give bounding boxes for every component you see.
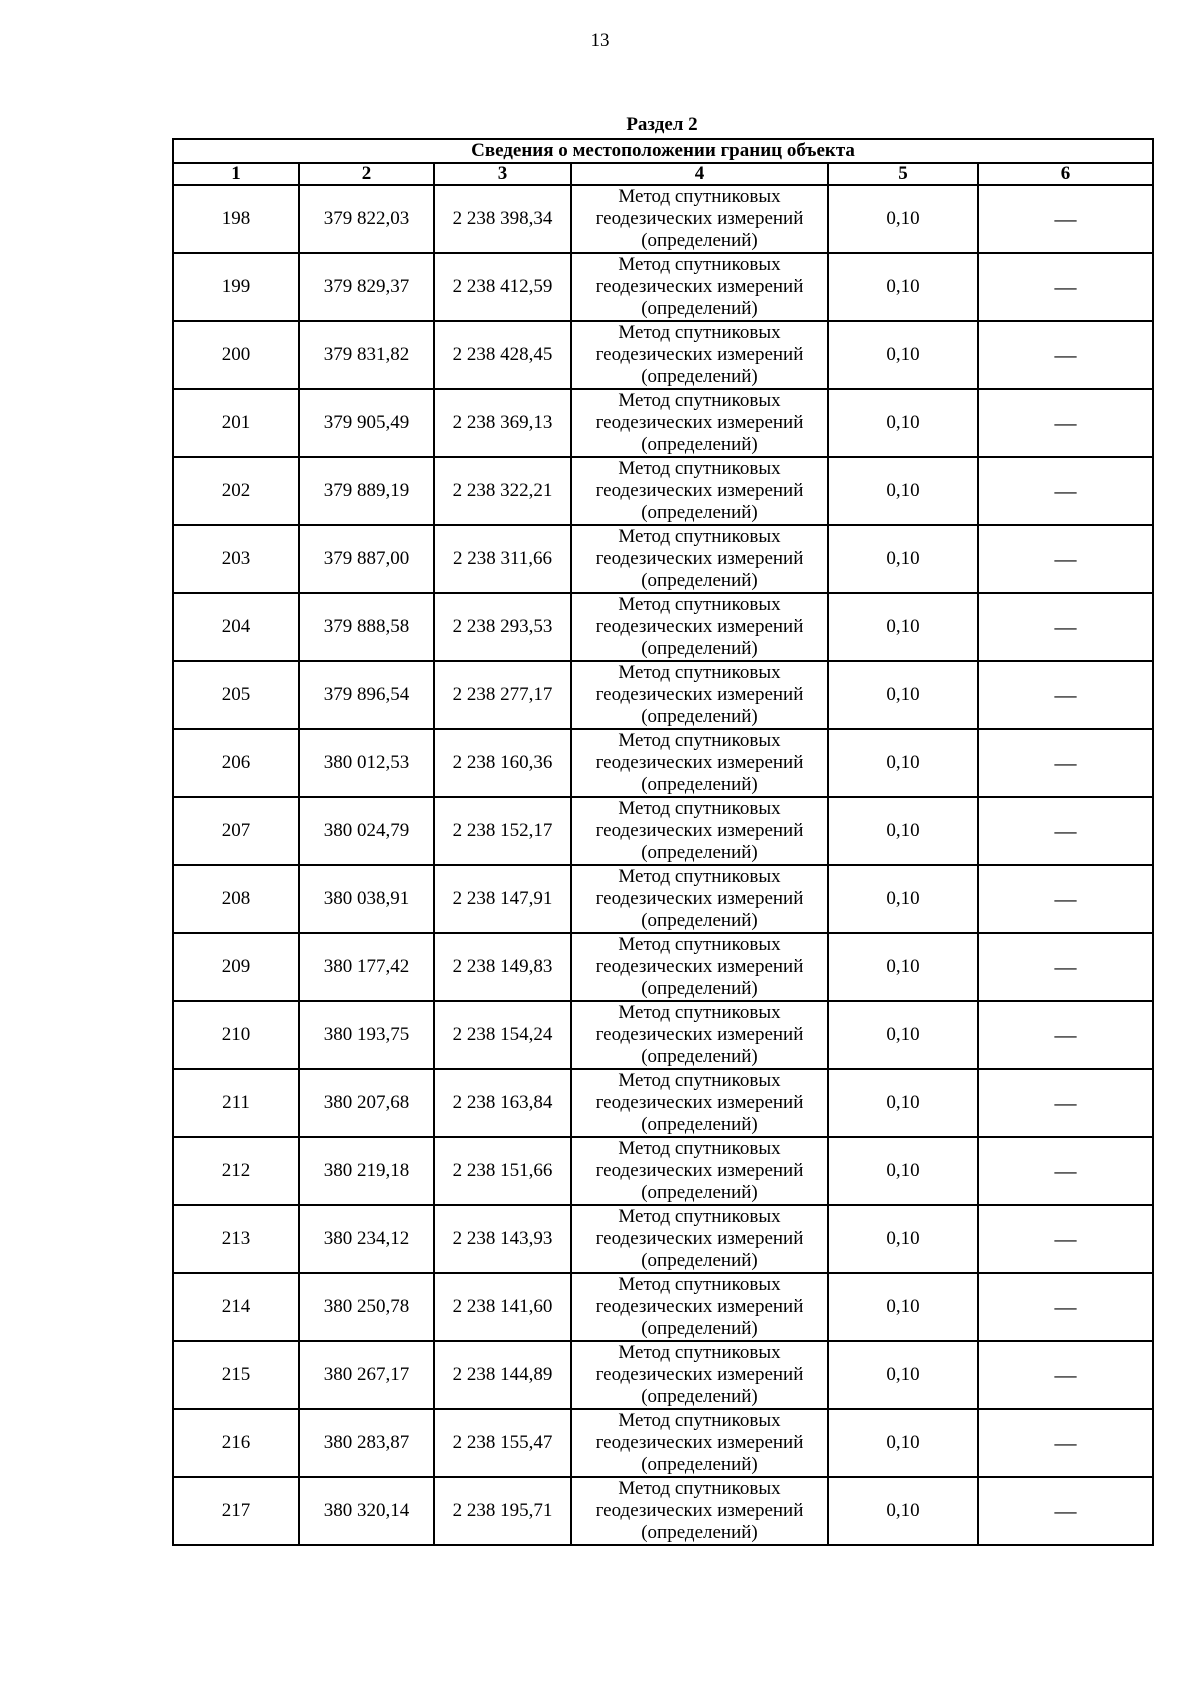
table-row xyxy=(173,1477,1153,1545)
method-line-3: (определений) xyxy=(641,774,758,795)
column-header-6: 6 xyxy=(978,163,1153,185)
x-coordinate-cell: 380 024,79 xyxy=(299,797,434,865)
method-cell xyxy=(571,1273,828,1341)
accuracy-cell: 0,10 xyxy=(828,729,978,797)
x-coordinate-cell: 380 267,17 xyxy=(299,1341,434,1409)
point-number-cell: 202 xyxy=(173,457,299,525)
y-coordinate-cell: 2 238 428,45 xyxy=(434,321,571,389)
x-coordinate-cell: 380 320,14 xyxy=(299,1477,434,1545)
column-header-3: 3 xyxy=(434,163,571,185)
table-row xyxy=(173,1205,1153,1273)
method-line-3: (определений) xyxy=(641,1182,758,1203)
method-line-2: геодезических измерений xyxy=(595,1228,804,1249)
accuracy-cell: 0,10 xyxy=(828,661,978,729)
method-line-3: (определений) xyxy=(641,1522,758,1543)
method-line-2: геодезических измерений xyxy=(595,276,804,297)
method-line-3: (определений) xyxy=(641,978,758,999)
x-coordinate-cell: 380 234,12 xyxy=(299,1205,434,1273)
x-coordinate-cell: 379 822,03 xyxy=(299,185,434,253)
description-cell: — xyxy=(978,1477,1153,1545)
point-number-cell: 201 xyxy=(173,389,299,457)
table-row xyxy=(173,729,1153,797)
method-line-2: геодезических измерений xyxy=(595,956,804,977)
table-row xyxy=(173,661,1153,729)
point-number-cell: 214 xyxy=(173,1273,299,1341)
method-cell xyxy=(571,1137,828,1205)
table-row xyxy=(173,1069,1153,1137)
y-coordinate-cell: 2 238 152,17 xyxy=(434,797,571,865)
table-row xyxy=(173,1137,1153,1205)
table-row xyxy=(173,865,1153,933)
method-line-3: (определений) xyxy=(641,910,758,931)
method-line-1: Метод спутниковых xyxy=(618,798,781,819)
accuracy-cell: 0,10 xyxy=(828,933,978,1001)
accuracy-cell: 0,10 xyxy=(828,321,978,389)
method-line-3: (определений) xyxy=(641,1046,758,1067)
y-coordinate-cell: 2 238 144,89 xyxy=(434,1341,571,1409)
method-line-3: (определений) xyxy=(641,1318,758,1339)
point-number-cell: 205 xyxy=(173,661,299,729)
accuracy-cell: 0,10 xyxy=(828,865,978,933)
column-header-2: 2 xyxy=(299,163,434,185)
method-cell xyxy=(571,1001,828,1069)
y-coordinate-cell: 2 238 195,71 xyxy=(434,1477,571,1545)
accuracy-cell: 0,10 xyxy=(828,525,978,593)
method-cell xyxy=(571,1069,828,1137)
table-row xyxy=(173,1273,1153,1341)
point-number-cell: 210 xyxy=(173,1001,299,1069)
x-coordinate-cell: 379 829,37 xyxy=(299,253,434,321)
y-coordinate-cell: 2 238 143,93 xyxy=(434,1205,571,1273)
description-cell: — xyxy=(978,729,1153,797)
y-coordinate-cell: 2 238 277,17 xyxy=(434,661,571,729)
accuracy-cell: 0,10 xyxy=(828,185,978,253)
table-row xyxy=(173,933,1153,1001)
accuracy-cell: 0,10 xyxy=(828,1341,978,1409)
description-cell: — xyxy=(978,1273,1153,1341)
method-line-3: (определений) xyxy=(641,1250,758,1271)
y-coordinate-cell: 2 238 149,83 xyxy=(434,933,571,1001)
table-row xyxy=(173,1409,1153,1477)
x-coordinate-cell: 379 889,19 xyxy=(299,457,434,525)
point-number-cell: 209 xyxy=(173,933,299,1001)
table-caption: Сведения о местоположении границ объекта xyxy=(173,139,1153,163)
method-line-3: (определений) xyxy=(641,230,758,251)
accuracy-cell: 0,10 xyxy=(828,1205,978,1273)
point-number-cell: 198 xyxy=(173,185,299,253)
method-line-3: (определений) xyxy=(641,1386,758,1407)
description-cell: — xyxy=(978,321,1153,389)
point-number-cell: 212 xyxy=(173,1137,299,1205)
x-coordinate-cell: 380 012,53 xyxy=(299,729,434,797)
y-coordinate-cell: 2 238 163,84 xyxy=(434,1069,571,1137)
y-coordinate-cell: 2 238 398,34 xyxy=(434,185,571,253)
method-line-1: Метод спутниковых xyxy=(618,186,781,207)
method-line-1: Метод спутниковых xyxy=(618,1070,781,1091)
method-line-2: геодезических измерений xyxy=(595,1296,804,1317)
method-line-1: Метод спутниковых xyxy=(618,730,781,751)
table-body xyxy=(173,185,1153,1545)
point-number-cell: 217 xyxy=(173,1477,299,1545)
table-caption-row xyxy=(173,139,1153,163)
method-line-1: Метод спутниковых xyxy=(618,254,781,275)
point-number-cell: 206 xyxy=(173,729,299,797)
method-line-2: геодезических измерений xyxy=(595,1024,804,1045)
point-number-cell: 215 xyxy=(173,1341,299,1409)
x-coordinate-cell: 379 887,00 xyxy=(299,525,434,593)
table-row xyxy=(173,253,1153,321)
method-line-2: геодезических измерений xyxy=(595,344,804,365)
table-row xyxy=(173,185,1153,253)
method-line-3: (определений) xyxy=(641,366,758,387)
description-cell: — xyxy=(978,185,1153,253)
method-line-2: геодезических измерений xyxy=(595,684,804,705)
method-cell xyxy=(571,389,828,457)
method-line-1: Метод спутниковых xyxy=(618,1274,781,1295)
description-cell: — xyxy=(978,1069,1153,1137)
y-coordinate-cell: 2 238 322,21 xyxy=(434,457,571,525)
y-coordinate-cell: 2 238 311,66 xyxy=(434,525,571,593)
table-row xyxy=(173,1001,1153,1069)
column-header-1: 1 xyxy=(173,163,299,185)
method-line-2: геодезических измерений xyxy=(595,1160,804,1181)
method-line-1: Метод спутниковых xyxy=(618,1478,781,1499)
y-coordinate-cell: 2 238 151,66 xyxy=(434,1137,571,1205)
accuracy-cell: 0,10 xyxy=(828,593,978,661)
column-header-4: 4 xyxy=(571,163,828,185)
method-line-2: геодезических измерений xyxy=(595,820,804,841)
method-line-2: геодезических измерений xyxy=(595,1500,804,1521)
method-line-3: (определений) xyxy=(641,706,758,727)
method-line-1: Метод спутниковых xyxy=(618,322,781,343)
method-line-3: (определений) xyxy=(641,1454,758,1475)
column-header-5: 5 xyxy=(828,163,978,185)
point-number-cell: 211 xyxy=(173,1069,299,1137)
y-coordinate-cell: 2 238 141,60 xyxy=(434,1273,571,1341)
method-cell xyxy=(571,253,828,321)
description-cell: — xyxy=(978,797,1153,865)
description-cell: — xyxy=(978,1137,1153,1205)
method-cell xyxy=(571,1477,828,1545)
description-cell: — xyxy=(978,525,1153,593)
method-cell xyxy=(571,1409,828,1477)
description-cell: — xyxy=(978,933,1153,1001)
method-line-2: геодезических измерений xyxy=(595,480,804,501)
method-cell xyxy=(571,185,828,253)
page-number: 13 xyxy=(590,30,610,51)
column-header-row xyxy=(173,163,1153,185)
method-line-3: (определений) xyxy=(641,298,758,319)
x-coordinate-cell: 380 207,68 xyxy=(299,1069,434,1137)
method-line-3: (определений) xyxy=(641,570,758,591)
method-line-1: Метод спутниковых xyxy=(618,1002,781,1023)
x-coordinate-cell: 380 038,91 xyxy=(299,865,434,933)
method-line-1: Метод спутниковых xyxy=(618,594,781,615)
accuracy-cell: 0,10 xyxy=(828,1273,978,1341)
y-coordinate-cell: 2 238 155,47 xyxy=(434,1409,571,1477)
y-coordinate-cell: 2 238 154,24 xyxy=(434,1001,571,1069)
point-number-cell: 200 xyxy=(173,321,299,389)
method-line-1: Метод спутниковых xyxy=(618,458,781,479)
description-cell: — xyxy=(978,253,1153,321)
x-coordinate-cell: 379 896,54 xyxy=(299,661,434,729)
method-cell xyxy=(571,933,828,1001)
method-line-2: геодезических измерений xyxy=(595,752,804,773)
method-line-2: геодезических измерений xyxy=(595,888,804,909)
accuracy-cell: 0,10 xyxy=(828,1001,978,1069)
method-line-2: геодезических измерений xyxy=(595,1092,804,1113)
x-coordinate-cell: 379 888,58 xyxy=(299,593,434,661)
point-number-cell: 203 xyxy=(173,525,299,593)
y-coordinate-cell: 2 238 293,53 xyxy=(434,593,571,661)
x-coordinate-cell: 379 831,82 xyxy=(299,321,434,389)
description-cell: — xyxy=(978,1001,1153,1069)
table-row xyxy=(173,797,1153,865)
description-cell: — xyxy=(978,661,1153,729)
description-cell: — xyxy=(978,1205,1153,1273)
point-number-cell: 199 xyxy=(173,253,299,321)
description-cell: — xyxy=(978,457,1153,525)
y-coordinate-cell: 2 238 412,59 xyxy=(434,253,571,321)
description-cell: — xyxy=(978,1341,1153,1409)
method-cell xyxy=(571,865,828,933)
method-line-1: Метод спутниковых xyxy=(618,1138,781,1159)
method-cell xyxy=(571,797,828,865)
description-cell: — xyxy=(978,1409,1153,1477)
x-coordinate-cell: 380 250,78 xyxy=(299,1273,434,1341)
method-line-3: (определений) xyxy=(641,434,758,455)
table-row xyxy=(173,389,1153,457)
point-number-cell: 207 xyxy=(173,797,299,865)
method-cell xyxy=(571,1341,828,1409)
coordinates-table xyxy=(172,138,1154,1546)
method-cell xyxy=(571,593,828,661)
point-number-cell: 204 xyxy=(173,593,299,661)
accuracy-cell: 0,10 xyxy=(828,1137,978,1205)
method-cell xyxy=(571,1205,828,1273)
method-line-1: Метод спутниковых xyxy=(618,934,781,955)
method-cell xyxy=(571,321,828,389)
x-coordinate-cell: 380 177,42 xyxy=(299,933,434,1001)
description-cell: — xyxy=(978,865,1153,933)
method-line-3: (определений) xyxy=(641,842,758,863)
accuracy-cell: 0,10 xyxy=(828,457,978,525)
method-line-2: геодезических измерений xyxy=(595,1432,804,1453)
table-row xyxy=(173,321,1153,389)
method-cell xyxy=(571,661,828,729)
point-number-cell: 208 xyxy=(173,865,299,933)
table-row xyxy=(173,457,1153,525)
description-cell: — xyxy=(978,389,1153,457)
description-cell: — xyxy=(978,593,1153,661)
method-line-3: (определений) xyxy=(641,502,758,523)
method-line-1: Метод спутниковых xyxy=(618,662,781,683)
y-coordinate-cell: 2 238 160,36 xyxy=(434,729,571,797)
x-coordinate-cell: 380 219,18 xyxy=(299,1137,434,1205)
section-title: Раздел 2 xyxy=(626,114,698,135)
method-line-2: геодезических измерений xyxy=(595,208,804,229)
accuracy-cell: 0,10 xyxy=(828,1069,978,1137)
method-line-1: Метод спутниковых xyxy=(618,390,781,411)
y-coordinate-cell: 2 238 147,91 xyxy=(434,865,571,933)
point-number-cell: 213 xyxy=(173,1205,299,1273)
method-cell xyxy=(571,729,828,797)
method-line-1: Метод спутниковых xyxy=(618,1206,781,1227)
table-row xyxy=(173,525,1153,593)
method-line-1: Метод спутниковых xyxy=(618,1342,781,1363)
accuracy-cell: 0,10 xyxy=(828,389,978,457)
accuracy-cell: 0,10 xyxy=(828,1409,978,1477)
table-row xyxy=(173,1341,1153,1409)
method-line-3: (определений) xyxy=(641,638,758,659)
method-line-2: геодезических измерений xyxy=(595,548,804,569)
method-line-2: геодезических измерений xyxy=(595,412,804,433)
point-number-cell: 216 xyxy=(173,1409,299,1477)
accuracy-cell: 0,10 xyxy=(828,1477,978,1545)
x-coordinate-cell: 379 905,49 xyxy=(299,389,434,457)
accuracy-cell: 0,10 xyxy=(828,253,978,321)
method-line-1: Метод спутниковых xyxy=(618,526,781,547)
method-line-2: геодезических измерений xyxy=(595,1364,804,1385)
method-line-1: Метод спутниковых xyxy=(618,866,781,887)
accuracy-cell: 0,10 xyxy=(828,797,978,865)
method-line-2: геодезических измерений xyxy=(595,616,804,637)
table-row xyxy=(173,593,1153,661)
method-line-1: Метод спутниковых xyxy=(618,1410,781,1431)
y-coordinate-cell: 2 238 369,13 xyxy=(434,389,571,457)
method-cell xyxy=(571,525,828,593)
x-coordinate-cell: 380 193,75 xyxy=(299,1001,434,1069)
method-line-3: (определений) xyxy=(641,1114,758,1135)
x-coordinate-cell: 380 283,87 xyxy=(299,1409,434,1477)
method-cell xyxy=(571,457,828,525)
